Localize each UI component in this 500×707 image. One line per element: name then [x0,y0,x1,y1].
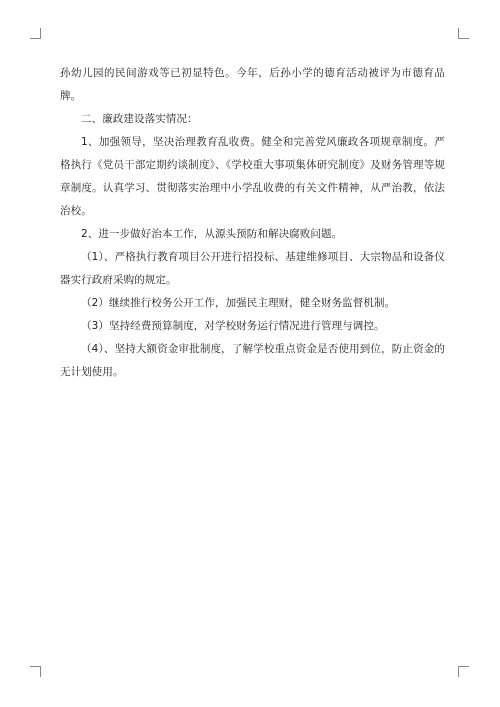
paragraph: 孙幼儿园的民间游戏等已初显特色。今年，后孙小学的德育活动被评为市德育品牌。 [60,67,445,102]
document-body [60,62,445,384]
list-item: （3）坚持经费预算制度，对学校财务运行情况进行管理与调控。 [81,320,385,332]
list-item: （1）、严格执行教育项目公开进行招投标、基建维修项目、大宗物品和设备仪器实行政府采购的规定。 [60,251,445,286]
corner-mark-top-right [458,28,469,39]
paragraph: 1、加强领导，坚决治理教育乱收费。健全和完善党风廉政各项规章制度。严格执行《党员干部定期约谈制度》、《学校重大事项集体研究制度》及财务管理等规章制度。认真学习、贯彻落实治理中小学乱收费的有关文件精神，从严治教，依法治校。 [60,136,445,217]
paragraph: 2、进一步做好治本工作，从源头预防和解决腐败问题。 [81,228,343,240]
corner-mark-bottom-right [458,666,469,677]
list-item: （4）、坚持大额资金审批制度，了解学校重点资金是否使用到位，防止资金的无计划使用。 [60,343,445,378]
corner-mark-top-left [30,28,41,39]
corner-mark-bottom-left [30,666,41,677]
list-item: （2）继续推行校务公开工作，加强民主理财，健全财务监督机制。 [81,297,396,309]
section-heading: 二、廉政建设落实情况： [81,113,198,125]
